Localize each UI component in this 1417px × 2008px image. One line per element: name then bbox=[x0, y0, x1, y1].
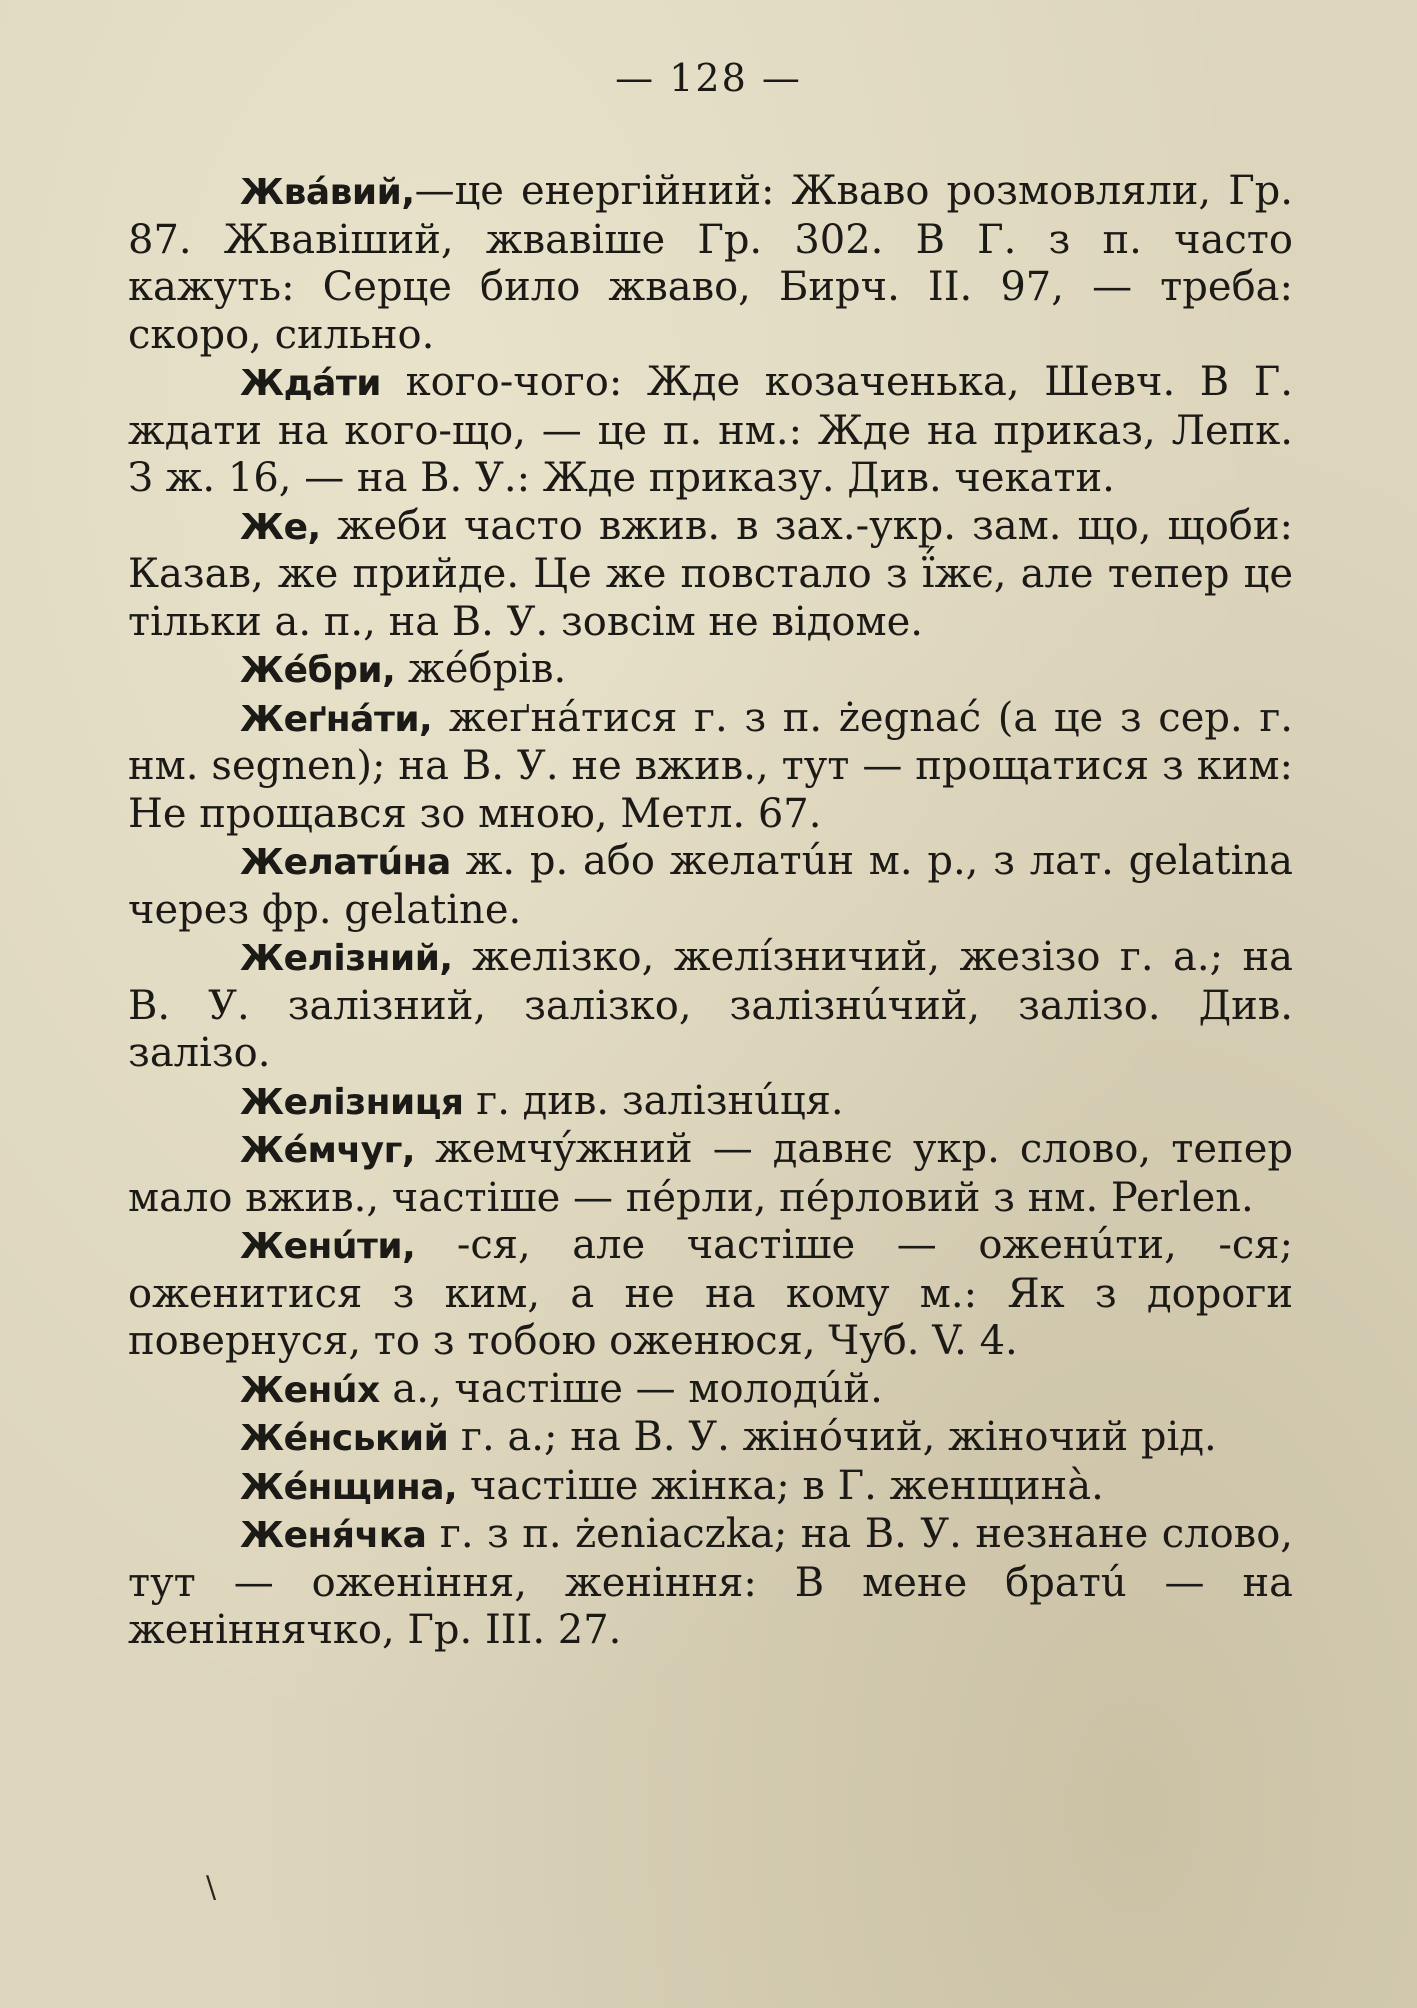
dictionary-entry-zhelizny bbox=[128, 934, 1293, 1078]
entry-body: г. а.; на В. У. жінóчий, жіночий рід. bbox=[448, 1414, 1217, 1460]
headword: Жéбри, bbox=[240, 650, 396, 691]
entry-body: кого-чого: Жде козаченька, Шевч. В Г. ждати на кого-що, — це п. нм.: Жде на приказ, Лепк. З ж. 16, — на В. У.: Жде приказу. Див. чекати. bbox=[128, 359, 1293, 501]
entry-body: желізко, желíзничий, жезізо г. а.; на В. У. залізний, залізко, залізнúчий, залізо. Див. залізо. bbox=[128, 934, 1293, 1076]
headword: Жéмчуг, bbox=[240, 1130, 416, 1171]
headword: Желатúна bbox=[240, 842, 451, 883]
entry-body: жéбрів. bbox=[395, 646, 567, 692]
dictionary-entry-zheliznytsia bbox=[128, 1078, 1293, 1127]
headword: Женúти, bbox=[240, 1226, 416, 1267]
dictionary-entry-zhenskyi bbox=[128, 1414, 1293, 1463]
entry-body: жеґнáтися г. з п. żegnać (а це з сер. г. нм. segnen); на В. У. не вжив., тут — прощатися з ким: Не прощався зо мною, Метл. 67. bbox=[128, 694, 1293, 837]
entry-body: жемчýжний — давнє укр. слово, тепер мало вжив., частіше — пéрли, пéрловий з нм. Perlen. bbox=[128, 1126, 1293, 1221]
page-number: — 128 — bbox=[615, 56, 802, 100]
entry-body: -ся, але частіше — оженúти, -ся; оженитися з ким, а не на кому м.: Як з дороги повернуся, то з тобою оженюся, Чуб. V. 4. bbox=[128, 1222, 1293, 1364]
entry-body: частіше жінка; в Г. женщинà. bbox=[457, 1462, 1104, 1509]
entry-body: г. див. залізнúця. bbox=[463, 1077, 844, 1124]
dictionary-entry-zhebry bbox=[128, 646, 1293, 695]
dictionary-entry-zhdaty bbox=[128, 359, 1293, 503]
entry-body: а., частіше — молодúй. bbox=[379, 1365, 883, 1412]
dictionary-entry-zhelatyna bbox=[128, 838, 1293, 934]
dictionary-entry-zheniachka bbox=[128, 1511, 1293, 1655]
ink-speck: \ bbox=[206, 1870, 217, 1905]
headword: Жéнський bbox=[240, 1418, 449, 1459]
headword: Желізний, bbox=[240, 938, 453, 979]
headword: Желізниця bbox=[240, 1081, 464, 1123]
headword: Женя́чка bbox=[240, 1515, 427, 1556]
entry-body: жеби часто вжив. в зах.-укр. зам. що, щоби: Казав, же прийде. Це же повстало з ї́жє, але тепер це тільки а. п., на В. У. зовсім не відоме. bbox=[128, 502, 1293, 645]
dictionary-entry-zhenyty bbox=[128, 1222, 1293, 1366]
dictionary-entry-zhvavyi bbox=[128, 168, 1293, 359]
dictionary-entry-zhenshchyna bbox=[128, 1463, 1293, 1512]
headword: Жéнщина, bbox=[240, 1466, 458, 1508]
page-content bbox=[128, 168, 1293, 1655]
entry-body: г. з п. żeniaczka; на В. У. незнане слово, тут — оженіння, женіння: В мене братú — на женіннячко, Гр. III. 27. bbox=[128, 1511, 1293, 1653]
dictionary-entry-zhenykh bbox=[128, 1366, 1293, 1415]
entry-body: —це енергійний: Жваво розмовляли, Гр. 87. Жвавіший, жвавіше Гр. 302. В Г. з п. часто кажуть: Серце било жваво, Бирч. II. 97, — треба: скоро, сильно. bbox=[128, 168, 1293, 358]
headword: Жвáвий, bbox=[240, 172, 415, 213]
dictionary-entry-zhe bbox=[128, 503, 1293, 647]
entry-body: ж. р. або желатúн м. р., з лат. gelatina через фр. gelatine. bbox=[128, 838, 1293, 933]
headword: Жеґнáти, bbox=[240, 698, 433, 740]
headword: Же, bbox=[240, 506, 321, 548]
headword: Женúх bbox=[240, 1369, 380, 1411]
dictionary-entry-zhemchug bbox=[128, 1126, 1293, 1222]
dictionary-entry-zhegnaty bbox=[128, 695, 1293, 839]
headword: Ждáти bbox=[240, 363, 382, 404]
